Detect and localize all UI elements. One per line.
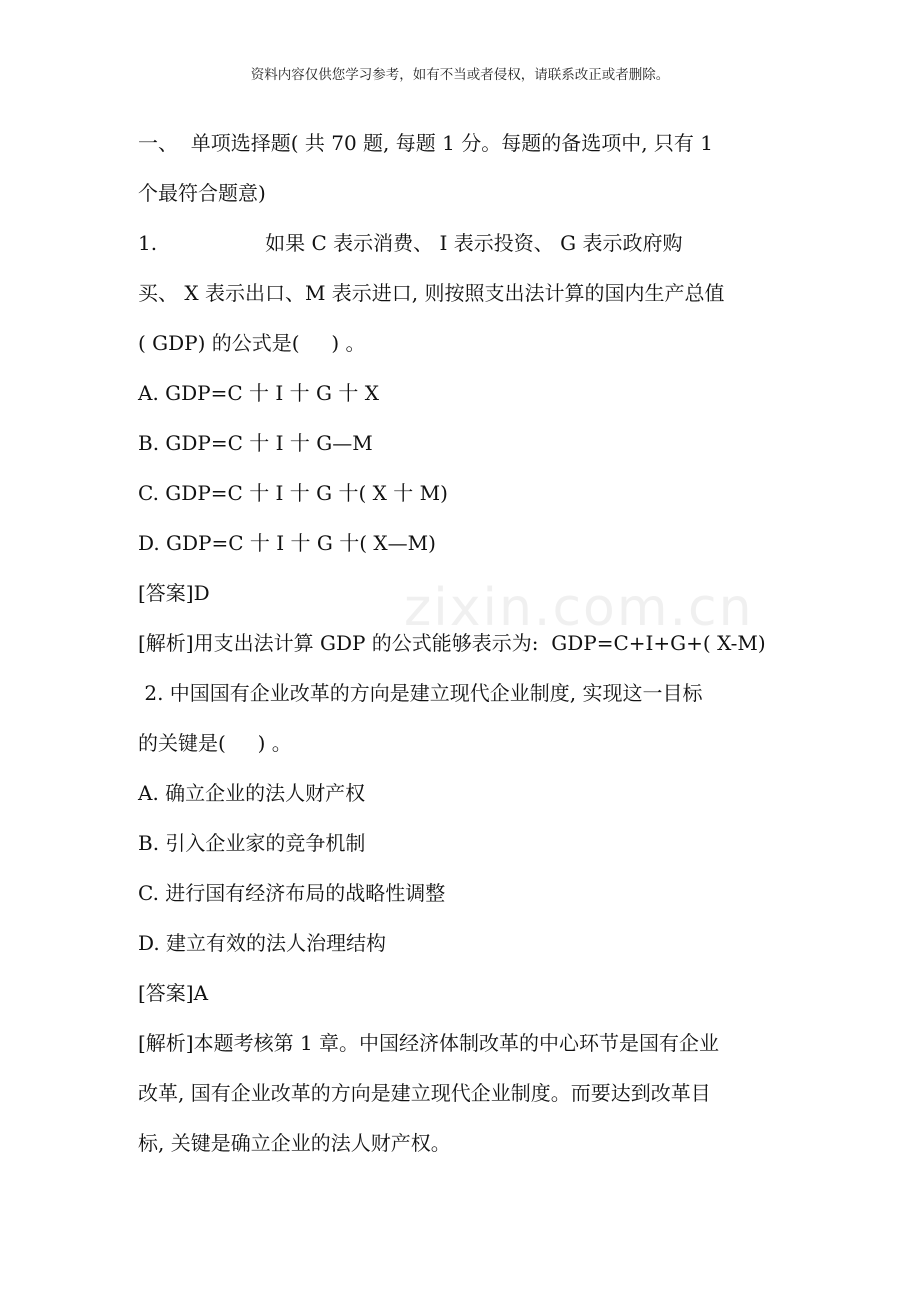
question-1-stem-line-1: 1. 如果 C 表示消费、 I 表示投资、 G 表示政府购 bbox=[138, 231, 683, 255]
question-1-stem-line-3: ( GDP) 的公式是( ) 。 bbox=[138, 331, 366, 355]
question-2-answer: [答案]A bbox=[138, 981, 209, 1005]
question-2-analysis-line-2: 改革, 国有企业改革的方向是建立现代企业制度。而要达到改革目 bbox=[138, 1081, 711, 1105]
question-2-option-c: C. 进行国有经济布局的战略性调整 bbox=[138, 881, 446, 905]
question-2-stem-line-1: 2. 中国国有企业改革的方向是建立现代企业制度, 实现这一目标 bbox=[138, 681, 703, 705]
question-1-option-c: C. GDP=C 十 I 十 G 十( X 十 M) bbox=[138, 481, 448, 505]
question-2-option-b: B. 引入企业家的竞争机制 bbox=[138, 831, 366, 855]
question-1-stem-line-2: 买、 X 表示出口、M 表示进口, 则按照支出法计算的国内生产总值 bbox=[138, 281, 725, 305]
question-2-stem-line-2: 的关键是( ) 。 bbox=[138, 731, 292, 755]
question-1-analysis-line-1: [解析]用支出法计算 GDP 的公式能够表示为: GDP=C+I+G+( X-M) bbox=[138, 631, 766, 655]
question-2-analysis-line-3: 标, 关键是确立企业的法人财产权。 bbox=[138, 1131, 451, 1155]
section-title-line-2: 个最符合题意) bbox=[138, 181, 266, 205]
watermark: zixin.com.cn bbox=[404, 578, 754, 638]
question-1-option-a: A. GDP=C 十 I 十 G 十 X bbox=[138, 381, 379, 405]
question-2-analysis-line-1: [解析]本题考核第 1 章。中国经济体制改革的中心环节是国有企业 bbox=[138, 1031, 720, 1055]
question-1-option-d: D. GDP=C 十 I 十 G 十( X—M) bbox=[138, 531, 436, 555]
header-note: 资料内容仅供您学习参考，如有不当或者侵权，请联系改正或者删除。 bbox=[250, 67, 670, 83]
question-2-option-a: A. 确立企业的法人财产权 bbox=[138, 781, 366, 805]
question-1-option-b: B. GDP=C 十 I 十 G—M bbox=[138, 431, 373, 455]
document-body bbox=[138, 118, 790, 1168]
section-title-line-1: 一、 单项选择题( 共 70 题, 每题 1 分。每题的备选项中, 只有 1 bbox=[138, 131, 713, 155]
question-1-answer: [答案]D bbox=[138, 581, 210, 605]
question-2-option-d: D. 建立有效的法人治理结构 bbox=[138, 931, 387, 955]
